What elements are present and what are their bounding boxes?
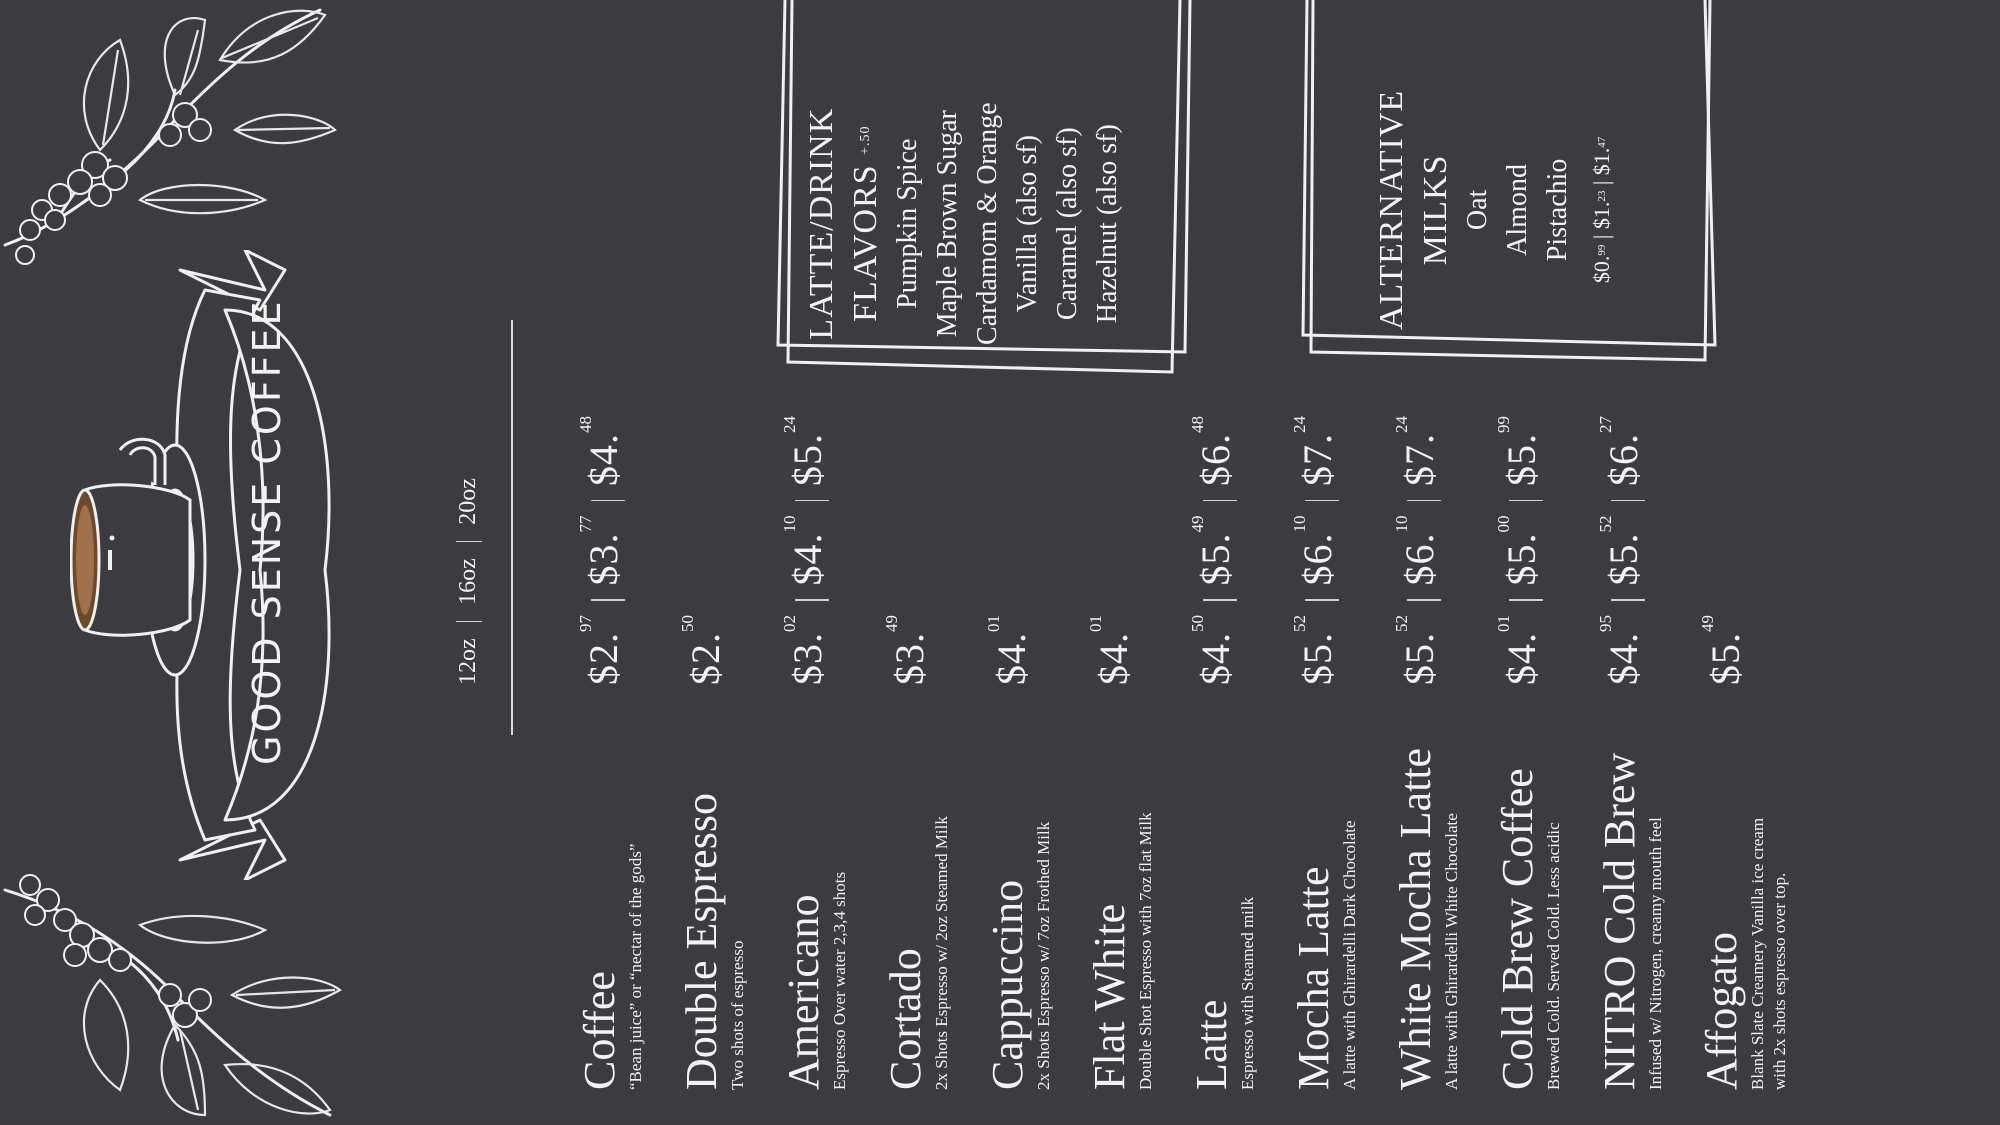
- item-name: Mocha Latte: [1289, 866, 1338, 1090]
- item-name: Coffee: [575, 971, 624, 1090]
- price-row-americano: [780, 416, 831, 685]
- menu-item-cappuccino: [983, 822, 1055, 1090]
- price-20oz: $5.99: [1494, 416, 1544, 486]
- menu-item-white-mocha-latte: [1391, 748, 1463, 1090]
- coffee-cup-icon: [70, 430, 210, 690]
- flavor-item: Hazelnut (also sf): [1092, 124, 1123, 324]
- item-desc-line2: with 2x shots espresso over top.: [1770, 872, 1789, 1090]
- price-12oz: $5.52: [1392, 615, 1442, 685]
- price-20oz: $6.48: [1188, 416, 1238, 486]
- coffee-branch-top-illustration: [0, 0, 340, 270]
- menu-item-cold-brew-coffee: [1493, 768, 1565, 1090]
- price-16oz: $6.10: [1290, 515, 1340, 586]
- price-12oz: $3.49: [882, 615, 932, 685]
- flavors-upcharge: +.50: [858, 125, 873, 155]
- item-desc: Double Shot Espresso with 7oz flat Milk: [1136, 812, 1155, 1090]
- price-12oz: $4.01: [984, 615, 1034, 685]
- menu-item-coffee: [575, 844, 647, 1090]
- item-name: White Mocha Latte: [1391, 747, 1440, 1090]
- item-desc: “Bean juice” or “nectar of the gods”: [626, 843, 645, 1090]
- menu-item-double-espresso: [677, 793, 749, 1090]
- menu-item-affogato: [1697, 818, 1791, 1090]
- price-16oz: $4.10: [780, 515, 830, 586]
- price-20oz: $5.24: [780, 416, 830, 486]
- item-name: Cortado: [881, 948, 930, 1090]
- flavor-item: Maple Brown Sugar: [932, 110, 963, 338]
- price-row-latte: [1188, 416, 1239, 685]
- item-name: Americano: [779, 894, 828, 1090]
- item-desc: Espresso Over water 2,3,4 shots: [830, 871, 849, 1090]
- price-12oz: $4.01: [1494, 615, 1544, 685]
- item-name: Latte: [1187, 999, 1236, 1090]
- price-row-cold-brew-coffee: [1494, 416, 1545, 685]
- price-12oz: $4.50: [1188, 615, 1238, 685]
- menu-item-nitro-cold-brew: [1595, 753, 1667, 1090]
- size-header: [455, 478, 482, 685]
- item-name: Flat White: [1085, 903, 1134, 1090]
- item-desc: 2x Shots Espresso w/ 7oz Frothed Milk: [1034, 821, 1053, 1090]
- item-name: NITRO Cold Brew: [1595, 752, 1644, 1090]
- price-row-nitro-cold-brew: [1596, 416, 1647, 685]
- price-16oz: $6.10: [1392, 515, 1442, 586]
- size-20oz: 20oz: [455, 478, 481, 525]
- item-name: Affogato: [1697, 931, 1746, 1090]
- item-desc: Two shots of espresso: [728, 940, 747, 1090]
- price-row-cortado: [882, 615, 933, 685]
- price-row-flat-white: [1086, 615, 1137, 685]
- item-desc: Blank Slate Creamery Vanilla ice cream: [1748, 817, 1767, 1090]
- item-desc: A latte with Ghirardelli White Chocolate: [1442, 813, 1461, 1090]
- price-row-mocha-latte: [1290, 416, 1341, 685]
- size-12oz: 12oz: [455, 638, 481, 685]
- flavors-box: [800, 102, 1128, 345]
- price-20oz: $7.24: [1290, 416, 1340, 486]
- price-12oz: $3.02: [780, 615, 830, 685]
- menu-item-americano: [779, 872, 851, 1090]
- price-16oz: $5.00: [1494, 515, 1544, 586]
- price-row-cappuccino: [984, 615, 1035, 685]
- menu-item-cortado: [881, 816, 953, 1090]
- item-desc: 2x Shots Espresso w/ 2oz Steamed Milk: [932, 816, 951, 1090]
- flavor-item: Pumpkin Spice: [892, 138, 923, 309]
- price-row-double-espresso: [678, 615, 729, 685]
- price-row-coffee: [576, 416, 627, 685]
- item-name: Cold Brew Coffee: [1493, 768, 1542, 1090]
- price-16oz: $3.77: [576, 515, 626, 586]
- coffee-branch-bottom-illustration: [0, 865, 350, 1125]
- price-20oz: $6.27: [1596, 416, 1646, 486]
- brand-name: GOOD SENSE COFFEE: [245, 298, 289, 765]
- price-12oz: $4.95: [1596, 615, 1646, 685]
- price-20oz: $7.24: [1392, 416, 1442, 486]
- size-16oz: 16oz: [455, 558, 481, 605]
- item-name: Cappuccino: [983, 879, 1032, 1090]
- price-12oz: $4.01: [1086, 615, 1136, 685]
- price-16oz: $5.49: [1188, 515, 1238, 586]
- price-16oz: $5.52: [1596, 515, 1646, 586]
- item-desc: Espresso with Steamed milk: [1238, 896, 1257, 1090]
- size-header-divider: [511, 320, 513, 735]
- milks-title: ALTERNATIVE MILKS: [1373, 89, 1454, 330]
- item-name: Double Espresso: [677, 793, 726, 1090]
- milk-item: Almond: [1502, 164, 1533, 256]
- flavor-item: Caramel (also sf): [1052, 127, 1083, 321]
- price-12oz: $5.52: [1290, 615, 1340, 685]
- item-desc: Brewed Cold. Served Cold. Less acidic: [1544, 822, 1563, 1090]
- price-12oz: $2.97: [576, 615, 626, 685]
- price-row-affogato: [1698, 615, 1749, 685]
- milk-item: Oat: [1462, 189, 1493, 231]
- flavor-item: Vanilla (also sf): [1012, 135, 1043, 313]
- menu-item-mocha-latte: [1289, 820, 1361, 1090]
- price-12oz: $2.50: [678, 615, 728, 685]
- price-row-white-mocha-latte: [1392, 416, 1443, 685]
- menu-item-latte: [1187, 897, 1259, 1090]
- milk-prices: $0.99 | $1.23 | $1.47: [1589, 136, 1614, 284]
- item-desc: A latte with Ghirardelli Dark Chocolate: [1340, 820, 1359, 1090]
- milk-item: Pistachio: [1542, 158, 1573, 262]
- flavors-title: LATTE/DRINK FLAVORS $^{+.50}$: [803, 107, 884, 340]
- menu-item-flat-white: [1085, 812, 1157, 1090]
- item-desc: Infused w/ Nitrogen, creamy mouth feel: [1646, 817, 1665, 1090]
- milks-box: [1370, 90, 1622, 330]
- price-20oz: $4.48: [576, 416, 626, 486]
- price-12oz: $5.49: [1698, 615, 1748, 685]
- flavor-item: Cardamom & Orange: [972, 102, 1003, 345]
